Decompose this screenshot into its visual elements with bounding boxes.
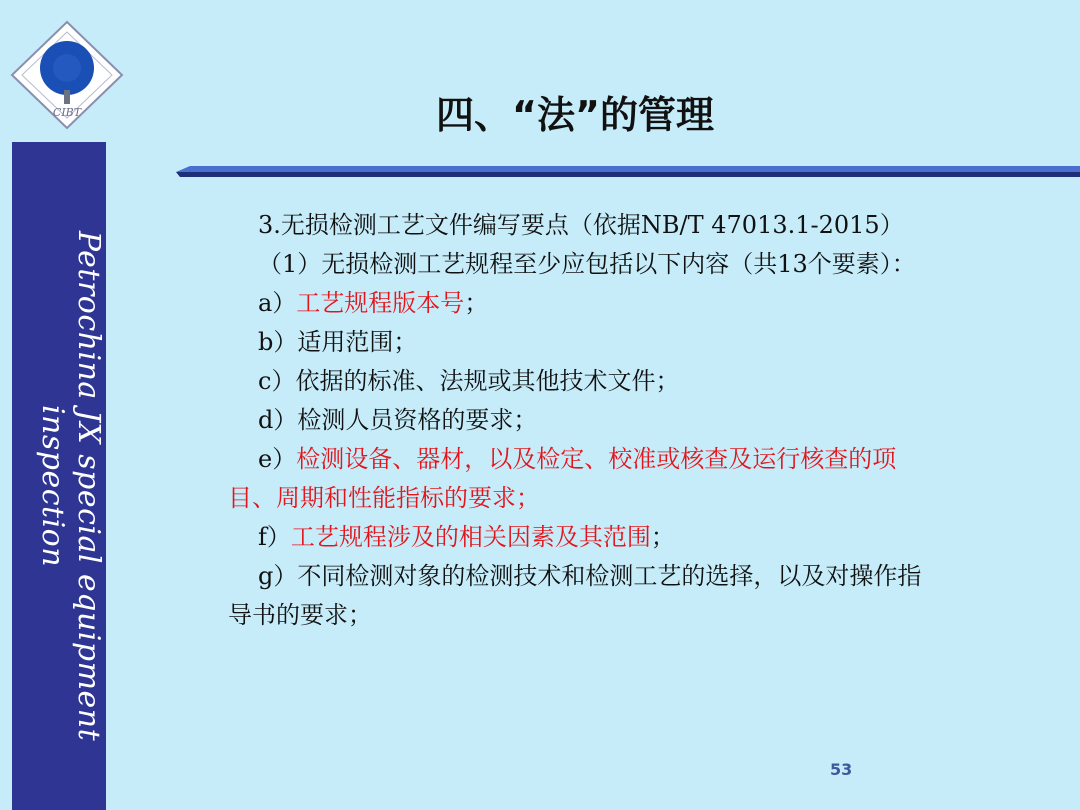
cibt-logo <box>8 20 126 130</box>
paragraph-text: （1）无损检测工艺规程至少应包括以下内容（共13个要素）： <box>258 250 916 278</box>
list-item-text: 工艺规程涉及的相关因素及其范围 <box>290 523 651 551</box>
list-item-label: b） <box>258 328 298 356</box>
slide-title: 四、“法”的管理 <box>436 93 714 137</box>
slide-body <box>228 206 944 635</box>
list-item-text: 检测设备、器材，以及检定、校准或核查及运行核查的项目、周期和性能指标的要求 <box>228 445 897 512</box>
list-item <box>228 284 944 323</box>
list-item-text: 不同检测对象的检测技术和检测工艺的选择，以及对操作指导书的要求； <box>228 562 922 629</box>
title-rule <box>176 163 1080 179</box>
list-item-text: 工艺规程版本号 <box>296 289 465 317</box>
paragraph-heading <box>228 206 944 245</box>
list-item-label: c） <box>258 367 296 395</box>
list-item-label: g） <box>258 562 298 590</box>
list-item <box>228 518 944 557</box>
side-text-container <box>12 142 106 810</box>
list-item-tail: ； <box>516 484 540 512</box>
list-item <box>228 557 944 635</box>
list-item-label: a） <box>258 289 297 317</box>
list-item-label: e） <box>258 445 297 473</box>
list-item <box>228 440 944 518</box>
list-item-label: d） <box>258 406 298 434</box>
logo-text: CIBT <box>52 106 82 119</box>
list-item-tail: ； <box>650 523 675 551</box>
paragraph-intro <box>228 245 944 284</box>
list-item-text: 适用范围； <box>297 328 418 356</box>
paragraph-text: 3.无损检测工艺文件编写要点（依据NB/T 47013.1-2015） <box>258 211 904 239</box>
list-item <box>228 323 944 362</box>
list-item <box>228 362 944 401</box>
list-item-text: 依据的标准、法规或其他技术文件； <box>295 367 680 395</box>
list-item <box>228 401 944 440</box>
side-text: Petrochina JX special equipment inspection <box>35 230 106 742</box>
list-item-text: 检测人员资格的要求； <box>297 406 538 434</box>
list-item-label: f） <box>258 523 291 551</box>
list-item-tail: ； <box>464 289 489 317</box>
page-number: 53 <box>830 760 853 779</box>
